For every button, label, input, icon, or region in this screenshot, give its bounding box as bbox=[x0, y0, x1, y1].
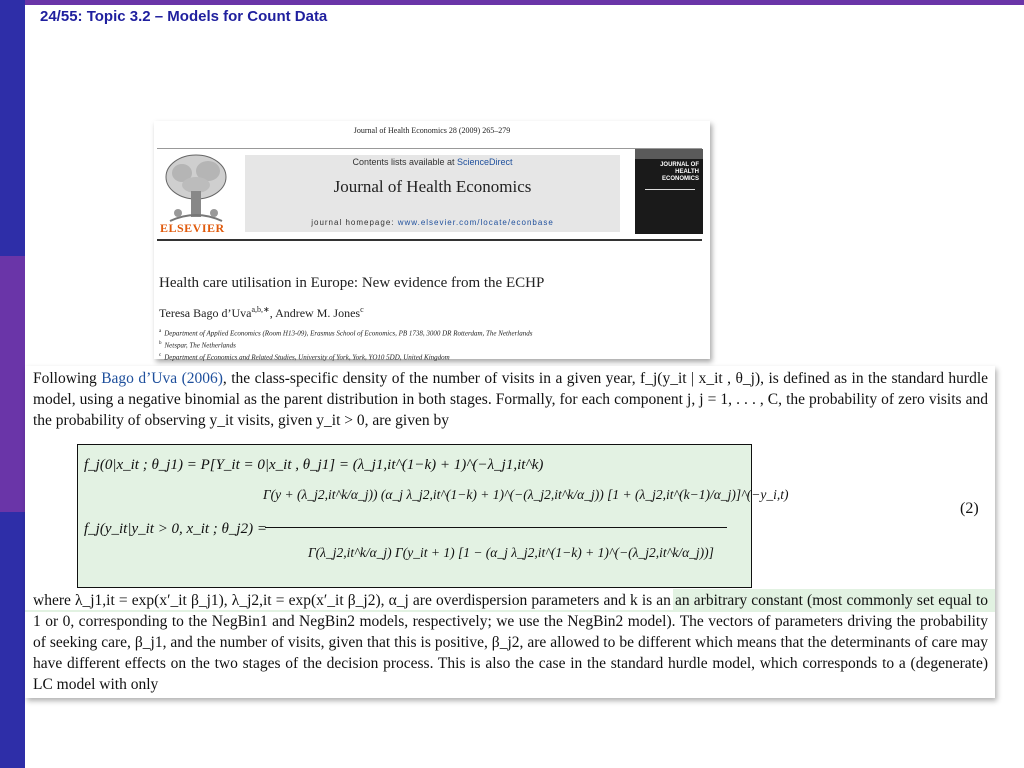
sciencedirect-link[interactable]: ScienceDirect bbox=[457, 157, 513, 167]
author-1: Teresa Bago d’Uva bbox=[159, 306, 252, 320]
journal-citation: Journal of Health Economics 28 (2009) 265–279 bbox=[353, 126, 511, 135]
citation-link[interactable]: Bago d’Uva (2006) bbox=[101, 370, 223, 387]
left-color-bar bbox=[0, 0, 25, 768]
equation-numerator: Γ(y + (λ_j2,it^k/α_j)) (α_j λ_j2,it^(1−k) + 1)^(−(λ_j2,it^k/α_j)) [1 + (λ_j2,it^(k−1)/α_j)]^(−y_i,t) bbox=[263, 487, 789, 502]
contents-line bbox=[245, 157, 620, 167]
fraction-bar bbox=[265, 527, 727, 528]
paper-header bbox=[154, 121, 710, 359]
cover-strip bbox=[635, 149, 703, 159]
left-bar-segment-middle bbox=[0, 256, 25, 512]
cover-rule bbox=[645, 189, 695, 190]
homepage-link[interactable]: www.elsevier.com/locate/econbase bbox=[397, 218, 554, 227]
equation-zero-visits: f_j(0|x_it ; θ_j1) = P[Y_it = 0|x_it , θ_j1] = (λ_j1,it^(1−k) + 1)^(−λ_j1,it^k) bbox=[84, 457, 544, 473]
journal-cover-thumbnail bbox=[635, 149, 703, 234]
affiliation-c bbox=[159, 351, 532, 363]
author-line bbox=[159, 305, 364, 321]
cover-title: JOURNAL OF HEALTH ECONOMICS bbox=[660, 162, 699, 182]
affiliation-mark: b bbox=[159, 340, 162, 346]
affiliation-b bbox=[159, 339, 532, 351]
affiliation-text: Netspar, The Netherlands bbox=[164, 341, 236, 350]
affiliation-mark: a bbox=[159, 329, 162, 334]
equation-denominator: Γ(λ_j2,it^k/α_j) Γ(y_it + 1) [1 − (α_j λ_j2,it^(1−k) + 1)^(−(λ_j2,it^k/α_j))] bbox=[308, 545, 714, 560]
equation-number: (2) bbox=[960, 500, 979, 517]
author-1-marks: a,b,∗ bbox=[251, 305, 270, 314]
paper-excerpt bbox=[25, 366, 995, 698]
publisher-logo-text: ELSEVIER bbox=[160, 221, 225, 235]
homepage-line bbox=[245, 218, 620, 227]
header-rule-bottom bbox=[157, 239, 702, 241]
contents-prefix: Contents lists available at bbox=[352, 157, 458, 167]
left-bar-segment-bottom bbox=[0, 512, 25, 768]
top-accent-bar bbox=[0, 0, 1024, 5]
equation-box bbox=[77, 444, 789, 588]
left-bar-segment-top bbox=[0, 0, 25, 256]
author-separator: , Andrew M. Jones bbox=[269, 306, 361, 320]
header-rule-top bbox=[157, 148, 702, 149]
affiliations bbox=[159, 327, 532, 362]
affiliation-text: Department of Economics and Related Studies, University of York, York, YO10 5DD, United Kingdom bbox=[164, 352, 450, 361]
homepage-prefix: journal homepage: bbox=[311, 218, 398, 227]
author-2-marks: c bbox=[360, 305, 364, 314]
equation-positive-lhs: f_j(y_it|y_it > 0, x_it ; θ_j2) = bbox=[84, 521, 267, 537]
affiliation-text: Department of Applied Economics (Room H13-09), Erasmus School of Economics, PB 1738, 3000 DR Rotterdam, The Netherlands bbox=[164, 329, 533, 338]
journal-name: Journal of Health Economics bbox=[333, 177, 532, 196]
article-title: Health care utilisation in Europe: New evidence from the ECHP bbox=[159, 275, 545, 291]
journal-masthead bbox=[245, 155, 620, 232]
paragraph-explanation: where λ_j1,it = exp(x′_it β_j1), λ_j2,it = exp(x′_it β_j2), α_j are overdispersion parameters and k is an an arbitrary constant (most commonly set equal to 1 or 0, corresponding to the NegBin1 and NegBin2 models, respectively; we use the NegBin2 model). The vectors of parameters driving the probability of seeking care, β_j1, and the number of visits, given that this is positive, β_j2, are allowed to be different which means that the determinants of care may have different effects on the two stages of the decision process. This is also the case in the standard hurdle model, which corresponds to a (degenerate) LC model with only bbox=[33, 592, 988, 693]
intro-rest: , the class-specific density of the number of visits in a given year, f_j(y_it | x_it , θ_j), is defined as in the standard hurdle model, using a negative binomial as the parent distribution in both stages. Formally, for each component j, j = 1, . . . , C, the probability of zero visits and the probability of observing y_it visits, given y_it > 0, are given by bbox=[33, 370, 989, 429]
affiliation-a bbox=[159, 327, 532, 339]
intro-start: Following bbox=[33, 370, 102, 387]
paragraph-intro bbox=[33, 368, 988, 431]
affiliation-mark: c bbox=[159, 352, 162, 358]
slide-title: 24/55: Topic 3.2 – Models for Count Data bbox=[40, 8, 328, 25]
